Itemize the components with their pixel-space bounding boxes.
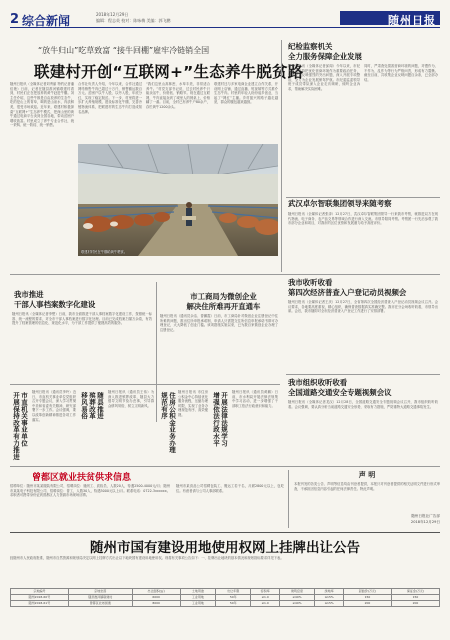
right-story3-body: 随州日报讯（全媒体记者王庆）12月27日，全省第四次全国经济普查入户登记动员视频会议召开。会议要求，各地要高度重视，精心组织，确保普查数据真实准确完整。我市在分会场收听收看，市领导出席。会后，我市随即对全市经济普查入户登记工作进行了安排部署。	[288, 300, 438, 314]
lead-photo	[78, 144, 278, 256]
statement-signer: 随州日报社广告部	[411, 514, 440, 518]
table-row	[11, 601, 440, 607]
table-cell: 随县淮河镇联建村	[68, 595, 132, 601]
vstory2-title: 随县推进 殡葬改革 移风易俗	[80, 392, 104, 420]
jobs-notice-body: 招聘单位：随州市某某服装有限公司，招聘岗位：缝纫工、质检员，人数20人，待遇2500-4000元/月；随州市某某电子科技有限公司，招聘岗位：普工，人数30人，待遇3000元以上/月。联系电话：0722-3xxxxxx。求职者可携带身份证到曾都区人力资源市场现场应聘。	[10, 484, 170, 498]
table-header-cell: 土地用途	[180, 589, 215, 595]
lead-body-col3: “我们这里山高林密，水草丰美，非常适合养牛。”村党支部书记说，过去村民养牛只能卖活牛，价格低、销路窄。现在通过互联网，牛肉直接卖到了城里人的餐桌上，价格翻了一番。目前，全村已有养牛户80余户，存栏黄牛1200余头。	[146, 82, 210, 109]
lead-body-col4: 联建村还与多家电商企业建立合作关系，开设网上店铺，通过直播、短视频等方式推介生态牛肉。村里的年轻人纷纷返乡创业，当起了“网红”主播。乡村振兴的路子越走越宽，群众的腰包越来越鼓。	[214, 82, 278, 105]
right-story3-headline: 我市收听收看 第四次经济普查入户登记动员视频会	[288, 278, 407, 297]
table-cell: ≤15%	[315, 595, 344, 601]
table-header-cell: 宗地编号	[11, 589, 69, 595]
lead-kicker: “放牛归山”吃草致富 “接牛回棚”雇牢冷链销全国	[38, 46, 210, 55]
vstory4-title: 开展法律法规学习 增强依法行政水平	[212, 392, 228, 447]
land-notice-body: 经随州市人民政府批准，随州市自然资源和规划局决定以网上挂牌方式出让以下地块国有建设用地使用权。现将有关事项公告如下：一、挂牌出让地块的基本情况和规划指标要求详见下表。	[10, 556, 284, 560]
lead-body-col2: 合作社负责人介绍，今年以来，合作社通过网络销售牛肉已超过十万斤，销售额达数百万元。贫困户以牛入股、以劳入股，年底分红，实现了稳定脱贫。下一步，村里将进一步扩大养殖规模，建设标准化牛棚，完善冷链物流体系，把联建村的生态牛肉打造成知名品牌。	[78, 82, 142, 114]
editors-line: 编辑：程志英 校对：陈咏梅 美编：郭飞鹏	[96, 18, 171, 23]
masthead-logo	[340, 11, 440, 25]
jobs-notice	[10, 470, 284, 528]
right-story1-body: 随州日报讯（全媒体记者邱闻）今年以来，市纪委监委坚持把优化营商环境作为重要政治任务，聚焦企业反映强烈的突出问题，深入开展专项整治，全力为企业发展保驾护航。市纪委监委领导班子成员带队深入企业走访调研，倾听企业诉求，帮助解决实际困难。	[288, 64, 360, 91]
lead-headline: 联建村开创“互联网+”生态养牛脱贫路	[34, 63, 304, 81]
land-table	[10, 588, 440, 632]
story-a-headline: 我市推进 干部人事档案数字化建设	[14, 290, 96, 309]
table-header-cell: 容积率	[251, 589, 279, 595]
section-name: 综合新闻	[22, 14, 71, 28]
jobs-notice-body2: 随州市某食品公司招聘包装工、搬运工若干名，月薪2800元以上，包吃住。有意者请与公司人事部联系。	[176, 484, 284, 493]
table-header-cell: 建筑密度	[279, 589, 314, 595]
statement	[294, 470, 440, 528]
table-header-cell: 出让年限	[216, 589, 251, 595]
page-number: 2	[10, 12, 20, 27]
table-cell: 随州2018-60号	[11, 595, 69, 601]
table-cell: 工业用地	[180, 595, 215, 601]
issue-date: 2018年12月29日	[96, 12, 129, 17]
statement-date: 2018年12月29日	[410, 520, 440, 524]
table-header-cell: 起始价(万元)	[343, 589, 391, 595]
vstory3-body: 随州日报讯 市住房公积金中心持续优化服务流程，压缩办理时限，实现了业务办理规范有序、高效便捷。	[178, 390, 208, 417]
story-a-body: 随州日报讯（全媒体记者李想）日前，我市全面推进干部人事档案数字化建设工作，按照统一标准、统一流程的要求，对全市干部人事档案进行数字化处理。目前已完成档案扫描万余卷，有效提升了档案管理的信息化、规范化水平，为干部工作提供了便捷高效的服务。	[12, 312, 152, 326]
table-cell: 8000	[132, 601, 180, 607]
right-story4-headline: 我市组织收听收看 全国道路交通安全专题视频会议	[288, 378, 392, 397]
masthead-title: 随州日报	[388, 14, 436, 27]
statement-body: 本报刊发的各类公告、声明等信息均由刊登者提供，本报只对刊登者提供的相关证明文件进行形式审查，不承担因信息内容引起的任何法律责任。特此声明。	[294, 482, 440, 491]
vstory2-body: 随州日报讯（通讯员王伟）为深入推进殡葬改革，随县大力倡导文明节俭办丧事，引导群众移风易俗，树立文明新风。	[108, 390, 154, 408]
table-cell: 50年	[216, 595, 251, 601]
table-header-cell: 出让面积(㎡)	[132, 589, 180, 595]
table-cell: ≥40%	[279, 601, 314, 607]
land-table-grid	[10, 588, 440, 607]
table-cell: 6000	[132, 595, 180, 601]
right-story1-headline: 纪检监察机关 全力服务保障企业发展	[288, 42, 362, 61]
vstory1-body: 随州日报讯（通讯员李玲）近日，市直机关事业单位党组织召开专题会议，深入学习贯彻中央和省委有关精神，研究部署下一步工作。会议强调，要以改革创新精神推进各项工作落实。	[32, 390, 76, 422]
table-cell: 200	[391, 601, 439, 607]
lead-body-col1: 随州日报讯（全媒体记者刘秀丽 特约记者潘佳艳）日前，记者在随县淮河镇联建村看到，村民们正在把放养的黄牛赶进牛棚。刘主任介绍，这些牛都是自由放养的生态牛，吃的是山上的青草，喝的是山泉水，肉质鲜美，很受市场欢迎。近年来，联建村积极探索“互联网+”生态养牛模式，把深山里的黄牛通过电商平台卖到全国各地，带动贫困户增收致富。村里成立了养牛专业合作社，统一采购、统一防疫、统一销售。	[10, 82, 74, 128]
table-header-cell: 绿地率	[315, 589, 344, 595]
story-b-headline: 市工商局为微创企业 解决住所难再开直通车	[186, 292, 261, 311]
table-cell: 随州2018-61号	[11, 601, 69, 607]
right-story2-headline: 武汉卓尔智联集团领导来随考察	[288, 199, 392, 208]
story-b-body: 随州日报讯（通讯员余洁、曾鹏霞）日前，市工商局针对微创企业注册登记中住所难的问题，推出住所申报承诺制，申请人只需提交住所信息申报承诺书即可办理登记，大大降低了创业门槛。该项措施实施以来，已为数百家微创企业办理了注册登记。	[160, 314, 278, 332]
right-story2-body: 随州日报讯（全媒体记者张泽）12月27日，武汉卓尔智联集团领导一行来我市考察，就推进双方在现代物流、电子商务、农产品交易等领域合作进行深入交流。市领导陪同考察。考察团一行先后参观了我市部分企业和项目，对我市的区位优势和发展潜力给予高度评价。	[288, 212, 438, 226]
table-cell: 150	[343, 595, 391, 601]
table-cell: ≥1.0	[251, 601, 279, 607]
vstory3-title: 住房公积金业务办理 规范有序	[160, 392, 176, 454]
vstory1-title: 市直机关事业单位 开展保持改革有力推进	[12, 392, 28, 460]
land-notice-title: 随州市国有建设用地使用权网上挂牌出让公告	[90, 540, 360, 556]
page-header	[10, 10, 440, 32]
right-story1-body2: 同时，严肃查处损害营商环境的问题，对慢作为、不作为、乱作为等行为严格问责，形成有力震慑。截至目前，共收集企业反映问题百余条，已全部办结。	[364, 64, 438, 82]
table-cell: 工业用地	[180, 601, 215, 607]
table-header-cell: 保证金(万元)	[391, 589, 439, 595]
table-header-cell: 宗地坐落	[68, 589, 132, 595]
table-cell: ≤15%	[315, 601, 344, 607]
cattle-barn-image	[78, 144, 278, 256]
jobs-notice-title: 曾都区就业扶贫供求信息	[32, 473, 132, 483]
right-story4-body: 随州日报讯（全媒体记者龙汉）12月28日，全国道路交通安全专题视频会议召开，我市组织收听收看。会议强调，要认真分析当前道路交通安全形势，采取有力措施，严防重特大道路交通事故发生。	[288, 400, 438, 409]
table-cell: 150	[391, 595, 439, 601]
table-cell: ≥1.0	[251, 595, 279, 601]
statement-title: 声 明	[358, 471, 376, 479]
table-cell: ≥40%	[279, 595, 314, 601]
table-cell: 200	[343, 601, 391, 607]
table-cell: 50年	[216, 601, 251, 607]
table-cell: 曾都区北郊街道	[68, 601, 132, 607]
photo-caption: 联建村村民在牛棚给黄牛喂食。	[81, 250, 128, 254]
vstory4-body: 随州日报讯（通讯员黄鹏）日前，市水利局开展法律法规集中学习活动，进一步增强了干部职工依法行政意识和能力。	[232, 390, 278, 408]
